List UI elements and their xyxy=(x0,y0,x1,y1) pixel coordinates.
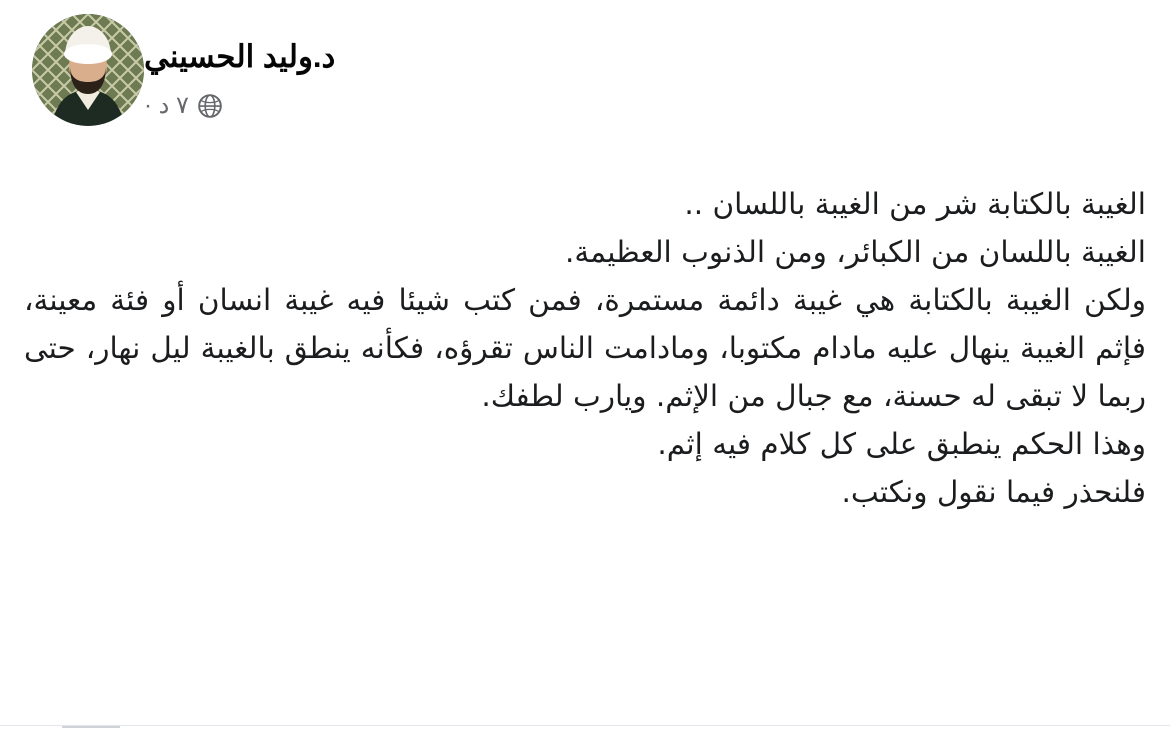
post-header-text xyxy=(144,14,335,120)
bottom-edge-artifact xyxy=(62,726,120,744)
author-name[interactable]: د.وليد الحسيني xyxy=(144,39,336,74)
post-timestamp[interactable]: ٧ د · xyxy=(144,92,189,120)
avatar-image xyxy=(32,14,144,126)
post-body-line-2: الغيبة باللسان من الكبائر، ومن الذنوب العظيمة. xyxy=(564,235,1146,270)
post-body xyxy=(24,180,1146,517)
post-body-line-4: وهذا الحكم ينطبق على كل كلام فيه إثم. xyxy=(657,427,1146,462)
post-header xyxy=(14,14,1156,136)
post-body-line-3: ولكن الغيبة بالكتابة هي غيبة دائمة مستمرة، فمن كتب شيئا فيه غيبة انسان أو فئة معينة، فإثم الغيبة ينهال عليه مادام مكتوبا، ومادامت الناس تقرؤه، فكأنه ينطق بالغيبة ليل نهار، حتى ربما لا تبقى له حسنة، مع جبال من الإثم. ويارب لطفك. xyxy=(24,283,1146,414)
post-body-line-1: الغيبة بالكتابة شر من الغيبة باللسان .. xyxy=(684,187,1146,221)
bottom-divider xyxy=(0,725,1170,726)
post-meta xyxy=(144,91,223,120)
globe-icon xyxy=(197,93,223,119)
avatar[interactable] xyxy=(32,14,144,126)
post-body-line-5: فلنحذر فيما نقول ونكتب. xyxy=(841,475,1146,510)
